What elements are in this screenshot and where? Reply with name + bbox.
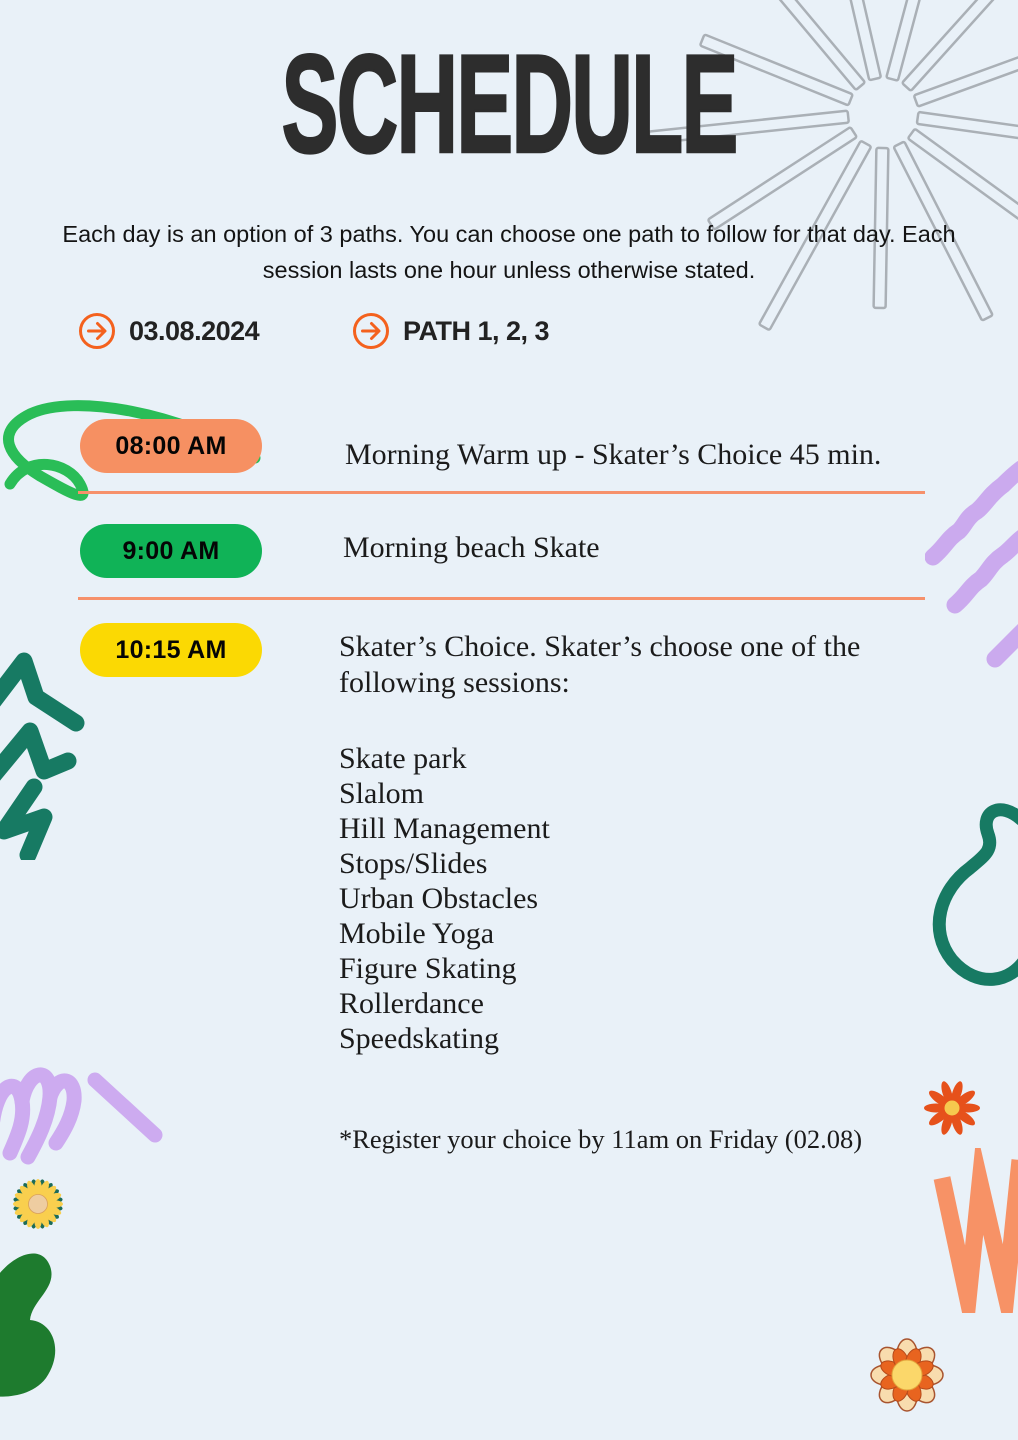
orange-flower-icon xyxy=(868,1336,946,1414)
time-badge: 9:00 AM xyxy=(80,524,262,578)
purple-scribble-icon xyxy=(0,1035,175,1165)
session-description: Morning Warm up - Skater’s Choice 45 min. xyxy=(345,438,882,471)
page-title: SCHEDULE xyxy=(281,25,737,182)
session-options-list xyxy=(339,741,550,1056)
teal-blob-outline-icon xyxy=(920,790,1018,1005)
time-badge: 10:15 AM xyxy=(80,623,262,677)
divider xyxy=(78,597,925,600)
arrow-right-circle-icon xyxy=(78,312,116,350)
session-description: Skater’s Choice. Skater’s choose one of the following sessions: xyxy=(339,630,861,699)
intro-text: Each day is an option of 3 paths. You can choose one path to follow for that day. Each session lasts one hour unless otherwise stated. xyxy=(62,221,956,284)
list-item: Speedskating xyxy=(339,1022,499,1055)
list-item: Rollerdance xyxy=(339,987,484,1020)
time-badge: 08:00 AM xyxy=(80,419,262,473)
orange-zigzag-icon xyxy=(928,1148,1018,1313)
register-note: *Register your choice by 11am on Friday (02.08) xyxy=(339,1123,863,1154)
path-row xyxy=(352,312,549,350)
arrow-right-circle-icon xyxy=(352,312,390,350)
list-item: Stops/Slides xyxy=(339,847,488,880)
list-item: Urban Obstacles xyxy=(339,882,539,915)
green-blob-icon xyxy=(0,1238,62,1398)
orange-daisy-icon xyxy=(924,1080,980,1136)
teal-zigzag-icon xyxy=(0,645,125,860)
purple-waves-icon xyxy=(925,455,1018,670)
list-item: Skate park xyxy=(339,742,467,775)
session-description: Morning beach Skate xyxy=(343,531,600,564)
list-item: Hill Management xyxy=(339,812,550,845)
list-item: Figure Skating xyxy=(339,952,517,985)
list-item: Slalom xyxy=(339,777,425,810)
list-item: Mobile Yoga xyxy=(339,917,495,950)
date-label: 03.08.2024 xyxy=(129,315,260,346)
date-row xyxy=(78,312,259,350)
path-label: PATH 1, 2, 3 xyxy=(403,315,550,346)
divider xyxy=(78,491,925,494)
sunflower-icon xyxy=(12,1178,64,1230)
